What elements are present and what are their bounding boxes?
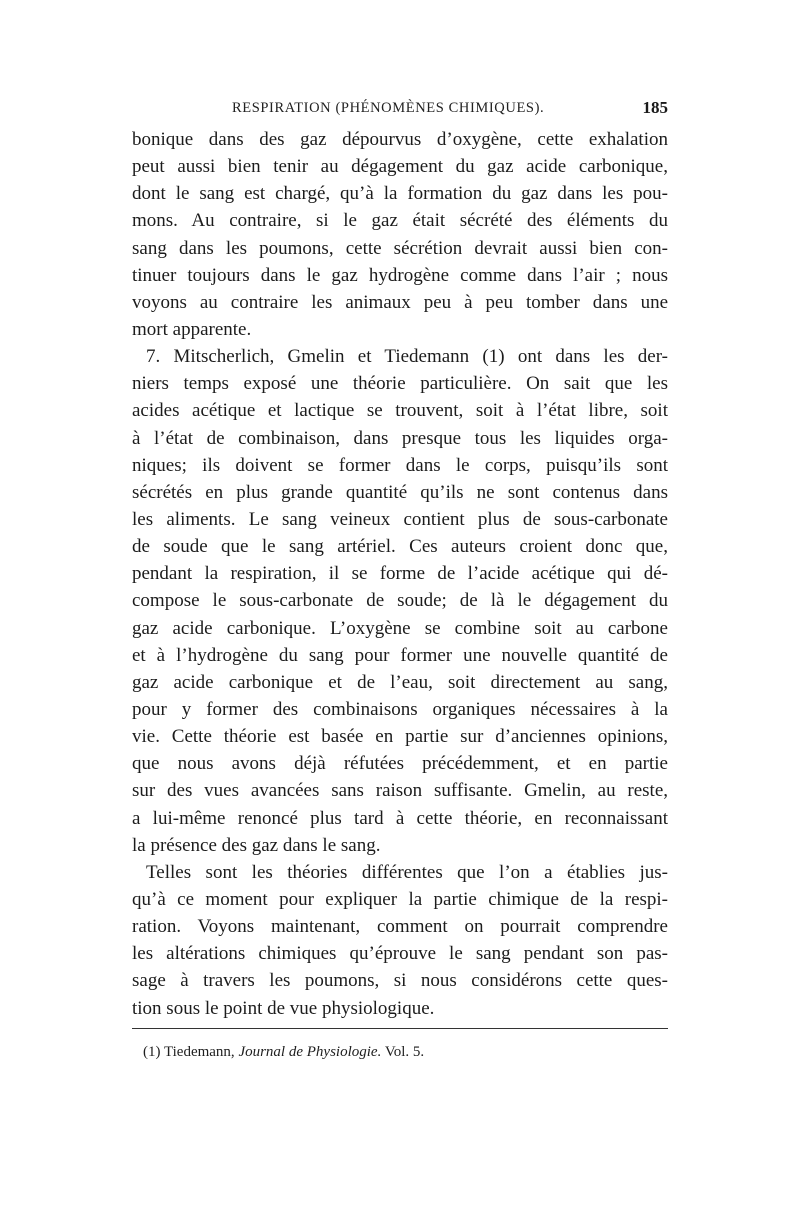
text-line: pour y former des combinaisons organiques nécessaires à la <box>132 698 668 720</box>
text-line: a lui-même renoncé plus tard à cette théorie, en reconnaissant <box>132 807 668 829</box>
footnote-volume: Vol. 5. <box>384 1044 425 1060</box>
text-line: de soude que le sang artériel. Ces auteurs croient donc que, <box>132 536 668 558</box>
text-line: les aliments. Le sang veineux contient plus de sous-carbonate <box>132 508 668 530</box>
text-line: compose le sous-carbonate de soude; de là le dégagement du <box>132 590 668 612</box>
text-line: qu’à ce moment pour expliquer la partie chimique de la respi- <box>132 888 668 910</box>
text-line: pendant la respiration, il se forme de l’acide acétique qui dé- <box>132 563 668 585</box>
text-line: Telles sont les théories différentes que l’on a établies jus- <box>146 861 668 883</box>
text-line: tion sous le point de vue physiologique. <box>132 997 435 1019</box>
page-number: 185 <box>642 98 668 117</box>
text-line: acides acétique et lactique se trouvent, soit à l’état libre, soit <box>132 400 668 422</box>
text-line: mort apparente. <box>132 318 252 340</box>
text-line: bonique dans des gaz dépourvus d’oxygène, cette exhalation <box>132 129 668 150</box>
text-line: niques; ils doivent se former dans le corps, puisqu’ils sont <box>132 454 668 476</box>
page-header <box>132 98 668 124</box>
text-line: sécrétés en plus grande quantité qu’ils ne sont contenus dans <box>132 481 668 503</box>
text-line: tinuer toujours dans le gaz hydrogène comme dans l’air ; nous <box>132 264 668 286</box>
text-line: que nous avons déjà réfutées précédemment, et en partie <box>132 753 668 775</box>
text-line: 7. Mitscherlich, Gmelin et Tiedemann (1) ont dans les der- <box>146 346 668 368</box>
text-line: gaz acide carbonique et de l’eau, soit directement au sang, <box>132 671 668 693</box>
footnote-rule <box>132 1028 668 1029</box>
text-line: la présence des gaz dans le sang. <box>132 834 381 856</box>
text-line: sage à travers les poumons, si nous considérons cette ques- <box>132 970 668 992</box>
text-line: peut aussi bien tenir au dégagement du gaz acide carbonique, <box>132 156 668 178</box>
text-line: voyons au contraire les animaux peu à peu tomber dans une <box>132 291 668 313</box>
text-line: les altérations chimiques qu’éprouve le sang pendant son pas- <box>132 943 668 965</box>
running-head: RESPIRATION (PHÉNOMÈNES CHIMIQUES). <box>232 100 545 116</box>
footnote-journal: Journal de Physiologie. <box>238 1044 382 1060</box>
text-line: vie. Cette théorie est basée en partie sur d’anciennes opinions, <box>132 726 668 748</box>
text-line: dont le sang est chargé, qu’à la formation du gaz dans les pou- <box>132 183 668 205</box>
footnote-author: Tiedemann, <box>163 1044 235 1060</box>
text-line: sang dans les poumons, cette sécrétion devrait aussi bien con- <box>132 237 668 259</box>
text-line: gaz acide carbonique. L’oxygène se combine soit au carbone <box>132 617 668 639</box>
text-line: mons. Au contraire, si le gaz était sécrété des éléments du <box>132 210 668 232</box>
text-line: sur des vues avancées sans raison suffisante. Gmelin, au reste, <box>132 780 668 802</box>
body-text <box>132 126 668 1022</box>
text-line: ration. Voyons maintenant, comment on pourrait comprendre <box>132 916 668 938</box>
text-line: niers temps exposé une théorie particulière. On sait que les <box>132 373 668 395</box>
footnote <box>143 1044 424 1061</box>
footnote-marker: (1) <box>143 1044 161 1060</box>
text-line: et à l’hydrogène du sang pour former une nouvelle quantité de <box>132 644 668 666</box>
text-line: à l’état de combinaison, dans presque tous les liquides orga- <box>132 427 668 449</box>
